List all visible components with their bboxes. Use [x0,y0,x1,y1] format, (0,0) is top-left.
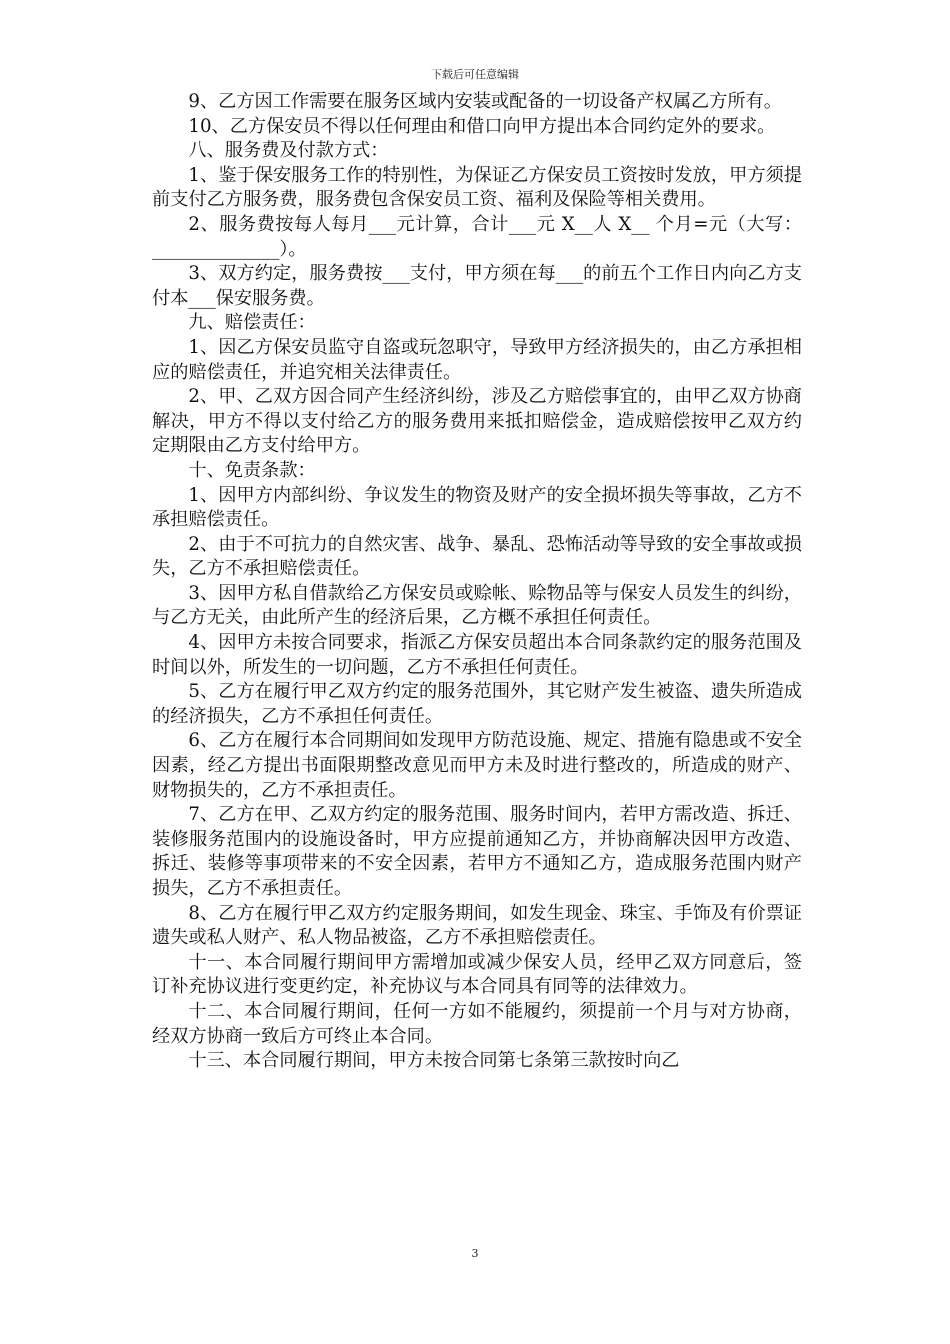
header-note: 下载后可任意编辑 [431,68,519,81]
section-heading: 九、赔偿责任： [188,312,316,334]
paragraph: 十一、本合同履行期间甲方需增加或减少保安人员，经甲乙双方同意后，签订补充协议进行变更约定，补充协议与本合同具有同等的法律效力。 [152,951,802,998]
paragraph: 2、由于不可抗力的自然灾害、战争、暴乱、恐怖活动等导致的安全事故或损失，乙方不承担赔偿责任。 [152,533,802,580]
paragraph: 2、服务费按每人每月___元计算，合计___元 X__人 X__ 个月=元（大写：______________）。 [152,213,802,260]
paragraph: 9、乙方因工作需要在服务区域内安装或配备的一切设备产权属乙方所有。 [188,91,782,112]
paragraph: 3、因甲方私自借款给乙方保安员或赊帐、赊物品等与保安人员发生的纠纷，与乙方无关，由此所产生的经济后果，乙方概不承担任何责任。 [152,582,802,629]
paragraph: 5、乙方在履行甲乙双方约定的服务范围外，其它财产发生被盗、遗失所造成的经济损失，乙方不承担任何责任。 [152,681,802,727]
section-heading: 十、免责条款： [188,459,316,481]
page-number: 3 [471,1247,479,1260]
paragraph: 7、乙方在甲、乙双方约定的服务范围、服务时间内，若甲方需改造、拆迁、装修服务范围内的设施设备时，甲方应提前通知乙方，并协商解决因甲方改造、拆迁、装修等事项带来的不安全因素，若甲方不通知乙方，造成服务范围内财产损失，乙方不承担责任。 [152,804,802,899]
paragraph: 8、乙方在履行甲乙双方约定服务期间，如发生现金、珠宝、手饰及有价票证遗失或私人财产、私人物品被盗，乙方不承担赔偿责任。 [152,902,802,949]
paragraph: 十三、本合同履行期间，甲方未按合同第七条第三款按时向乙 [188,1050,680,1072]
section-heading: 八、服务费及付款方式： [188,140,389,162]
paragraph: 10、乙方保安员不得以任何理由和借口向甲方提出本合同约定外的要求。 [188,115,776,137]
paragraph: 1、因乙方保安员监守自盗或玩忽职守，导致甲方经济损失的，由乙方承担相应的赔偿责任，并追究相关法律责任。 [152,336,802,383]
paragraph: 2、甲、乙双方因合同产生经济纠纷，涉及乙方赔偿事宜的，由甲乙双方协商解决，甲方不得以支付给乙方的服务费用来抵扣赔偿金，造成赔偿按甲乙双方约定期限由乙方支付给甲方。 [152,386,802,457]
paragraph: 6、乙方在履行本合同期间如发现甲方防范设施、规定、措施有隐患或不安全因素，经乙方提出书面限期整改意见而甲方未及时进行整改的，所造成的财产、财物损失的，乙方不承担责任。 [152,730,802,801]
paragraph: 1、鉴于保安服务工作的特别性，为保证乙方保安员工资按时发放，甲方须提前支付乙方服务费，服务费包含保安员工资、福利及保险等相关费用。 [152,164,802,211]
paragraph: 十二、本合同履行期间，任何一方如不能履约，须提前一个月与对方协商，经双方协商一致后方可终止本合同。 [152,1000,802,1047]
paragraph: 4、因甲方未按合同要求，指派乙方保安员超出本合同条款约定的服务范围及时间以外，所发生的一切问题，乙方不承担任何责任。 [152,632,802,678]
document-body [152,90,802,1074]
paragraph: 3、双方约定，服务费按___支付，甲方须在每___的前五个工作日内向乙方支付本___保安服务费。 [152,263,802,309]
paragraph: 1、因甲方内部纠纷、争议发生的物资及财产的安全损坏损失等事故，乙方不承担赔偿责任。 [152,484,802,531]
